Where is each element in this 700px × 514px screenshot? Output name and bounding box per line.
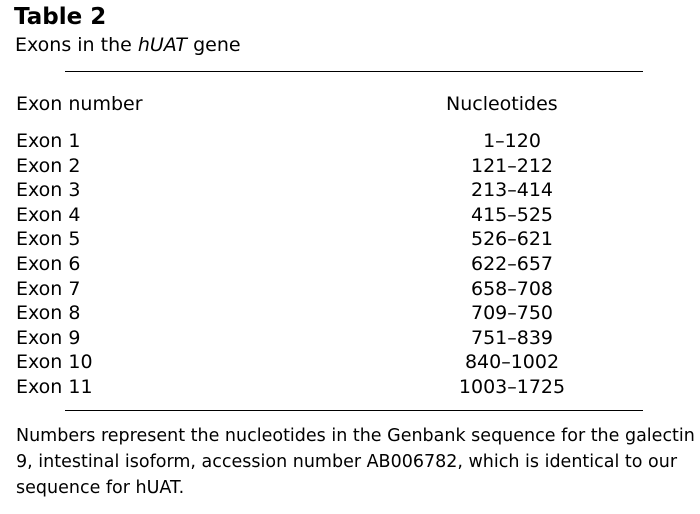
table-label: Table 2 — [14, 4, 107, 30]
caption-suffix: gene — [187, 34, 241, 56]
nucleotides-cell: 658–708 — [470, 277, 554, 300]
table-row — [0, 277, 700, 302]
footnote-line: 9, intestinal isoform, accession number AB006782, which is identical to our — [16, 452, 678, 472]
exon-cell: Exon 3 — [16, 179, 81, 202]
nucleotides-cell: 213–414 — [470, 179, 554, 202]
nucleotides-cell: 121–212 — [470, 154, 554, 177]
column-header-nucleotides: Nucleotides — [446, 93, 558, 115]
exon-cell: Exon 2 — [16, 154, 81, 177]
bottom-rule — [65, 410, 643, 411]
exon-cell: Exon 10 — [16, 351, 93, 374]
nucleotides-cell: 526–621 — [470, 228, 554, 251]
caption-gene-name: hUAT — [137, 34, 188, 56]
footnote-line: Numbers represent the nucleotides in the Genbank sequence for the galectin — [16, 426, 695, 446]
exon-cell: Exon 6 — [16, 252, 81, 275]
exon-cell: Exon 4 — [16, 203, 81, 226]
exon-cell: Exon 9 — [16, 326, 81, 349]
column-header-exon-number: Exon number — [16, 93, 143, 115]
table-body — [0, 129, 700, 400]
nucleotides-cell: 840–1002 — [464, 351, 560, 374]
table-row — [0, 301, 700, 326]
table-row — [0, 252, 700, 277]
table-footnote — [16, 423, 700, 501]
footnote-line: sequence for hUAT. — [16, 478, 185, 498]
nucleotides-cell: 415–525 — [470, 203, 554, 226]
nucleotides-cell: 622–657 — [470, 252, 554, 275]
exon-cell: Exon 7 — [16, 277, 81, 300]
nucleotides-cell: 709–750 — [470, 302, 554, 325]
top-rule — [65, 71, 643, 72]
exon-cell: Exon 5 — [16, 228, 81, 251]
exon-cell: Exon 1 — [16, 130, 81, 152]
nucleotides-cell: 1–120 — [483, 130, 541, 152]
table-row — [0, 203, 700, 228]
exon-cell: Exon 11 — [16, 375, 93, 398]
caption-prefix: Exons in the — [15, 34, 138, 56]
table-row — [0, 227, 700, 252]
nucleotides-cell: 751–839 — [470, 326, 554, 349]
table-row — [0, 154, 700, 179]
table-caption — [15, 32, 241, 58]
table-row — [0, 350, 700, 375]
nucleotides-cell: 1003–1725 — [458, 375, 566, 398]
table-row — [0, 129, 700, 154]
table-row — [0, 178, 700, 203]
table-row — [0, 326, 700, 351]
table-row — [0, 375, 700, 400]
exon-cell: Exon 8 — [16, 302, 81, 325]
